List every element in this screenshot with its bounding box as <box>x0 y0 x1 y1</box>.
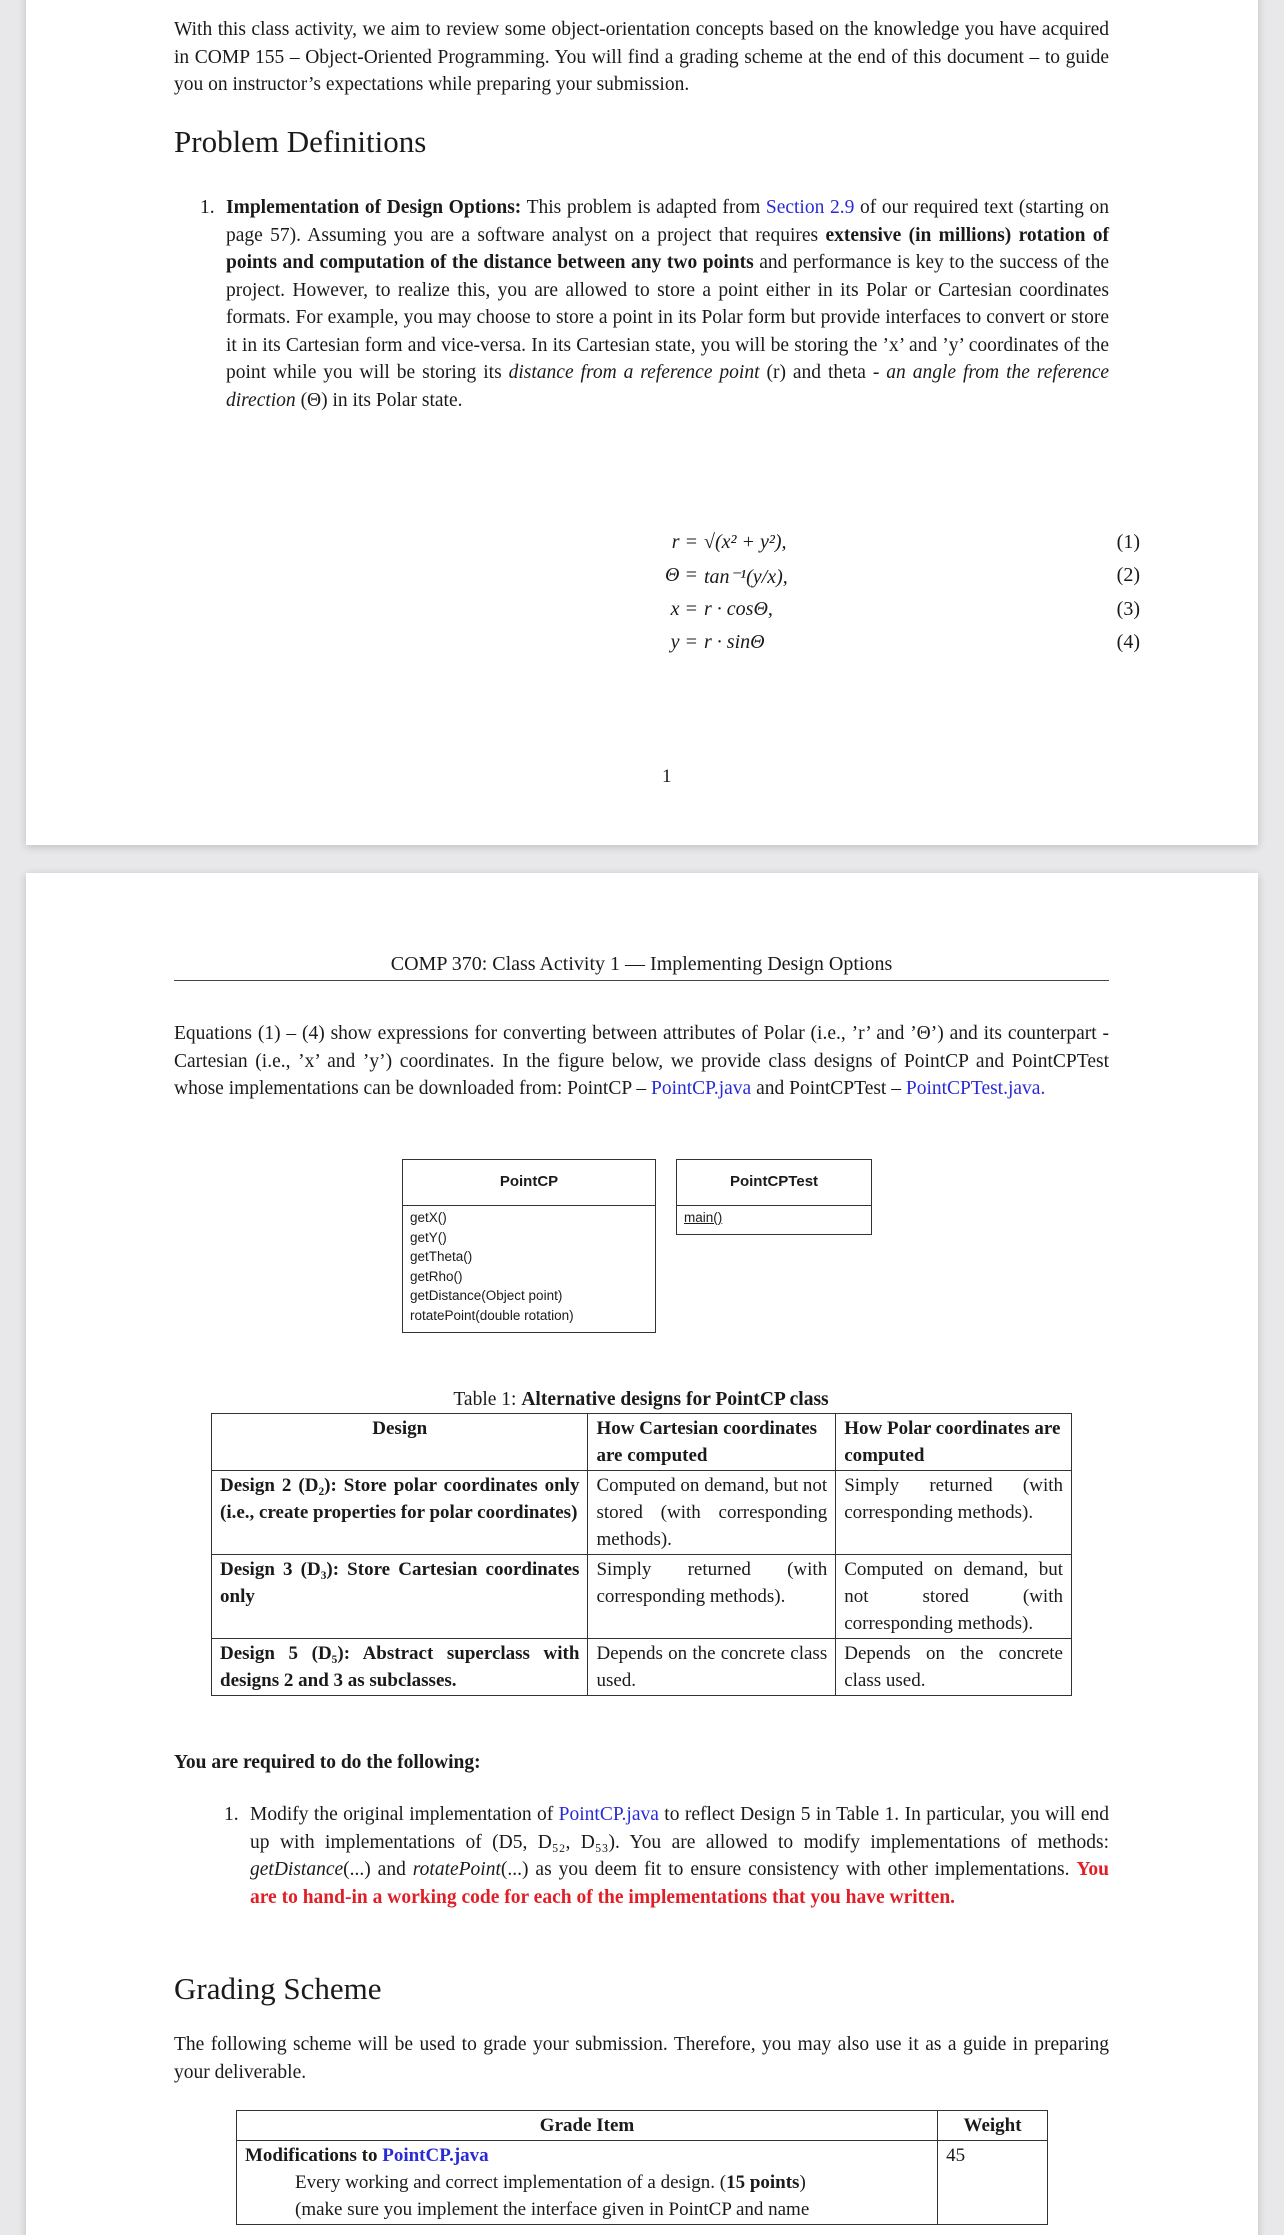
uml-method: getTheta() <box>410 1249 473 1264</box>
page-number: 1 <box>662 766 672 787</box>
document-page-2 <box>26 873 1258 2235</box>
item-bold-text: extensive (in millions) rotation of points and computation of the distance between any two points <box>226 224 1109 273</box>
method-name: getDistance <box>250 1859 344 1880</box>
item-text: (Θ) in its Polar state. <box>295 389 463 411</box>
grade-item-prefix: Modifications to <box>245 2145 383 2166</box>
pointcp-java-link[interactable]: PointCP.java <box>382 2145 489 2166</box>
table-row <box>212 1555 1072 1639</box>
table-cell <box>237 2141 938 2225</box>
equation-4-rhs: r · sinΘ <box>704 631 765 653</box>
uml-method: getX() <box>410 1210 447 1225</box>
equation-2-lhs: Θ = <box>665 564 698 586</box>
item-number: 1. <box>224 1804 239 1825</box>
task-text: (...) as you deem fit to ensure consistency with other implementations. <box>500 1859 1077 1880</box>
pointcp-java-link[interactable]: PointCP.java <box>650 1078 752 1099</box>
uml-method: getY() <box>410 1229 447 1245</box>
equation-4-number: (4) <box>1116 631 1140 653</box>
uml-method: getRho() <box>410 1268 463 1284</box>
uml-method: rotatePoint(double rotation) <box>410 1307 574 1323</box>
para-text: and PointCPTest – <box>751 1078 906 1099</box>
section-title-problem-definitions: Problem Definitions <box>174 124 427 159</box>
equations-paragraph <box>174 1020 1109 1103</box>
pointcptest-java-link[interactable]: PointCPTest.java. <box>905 1078 1046 1099</box>
table-cell: Simply returned (with corresponding methods). <box>836 1471 1072 1555</box>
item-text: (r) and theta - <box>759 362 887 383</box>
uml-class-pointcp <box>402 1159 656 1333</box>
equation-3-rhs: r · cosΘ, <box>704 598 773 620</box>
intro-paragraph: With this class activity, we aim to review some object-orientation concepts based on the knowledge you have acquired in COMP 155 – Object-Oriented Programming. You will find a grading scheme at the end of this document – to guide you on instructor’s expectations while preparing your submission. <box>174 19 1109 95</box>
grade-detail-points: 15 points <box>726 2172 800 2193</box>
uml-method: main() <box>684 1210 723 1225</box>
task-item-1 <box>224 1801 1109 1911</box>
section-link[interactable]: Section 2.9 <box>765 197 855 218</box>
grade-item-detail: (make sure you implement the interface given in PointCP and name <box>295 2199 810 2220</box>
grade-table <box>236 2110 1048 2225</box>
table-header-cell: Design <box>212 1414 588 1471</box>
equation-2-number: (2) <box>1116 564 1140 586</box>
uml-method-list <box>677 1206 871 1230</box>
table-cell: Simply returned (with corresponding methods). <box>588 1555 836 1639</box>
table-cell: Design 3 (D₃): Store Cartesian coordinates only <box>212 1555 588 1639</box>
item-number: 1. <box>200 197 215 218</box>
method-name: rotatePoint <box>412 1859 501 1880</box>
task-text: to reflect Design 5 in Table 1. In particular, you will end up with implementations of (D5, D₅₂, D₅₃). You are allowed to modify implementations of methods: <box>250 1804 1109 1853</box>
equation-3-lhs: x = <box>670 598 698 620</box>
table-cell: Design 2 (D₂): Store polar coordinates only (i.e., create properties for polar coordinates) <box>212 1471 588 1555</box>
table-row <box>212 1639 1072 1696</box>
grade-detail-text: Every working and correct implementation of a design. ( <box>295 2172 727 2193</box>
task-text: Modify the original implementation of <box>250 1804 559 1825</box>
problem-item-1 <box>200 194 1110 414</box>
table-header-cell: Grade Item <box>237 2111 938 2141</box>
equation-4-lhs: y = <box>670 631 698 653</box>
table-header-cell: How Polar coordinates are computed <box>836 1414 1072 1471</box>
table-1-caption <box>176 1389 1106 1411</box>
table-cell: Computed on demand, but not stored (with corresponding methods). <box>836 1555 1072 1639</box>
task-text: (...) and <box>343 1859 413 1880</box>
table-row <box>237 2141 1048 2225</box>
table-cell: 45 <box>938 2141 1048 2225</box>
uml-class-title: PointCPTest <box>677 1160 871 1206</box>
uml-method: getDistance(Object point) <box>410 1288 563 1303</box>
uml-method-list <box>403 1206 655 1327</box>
table-cell: Depends on the concrete class used. <box>836 1639 1072 1696</box>
equation-3-number: (3) <box>1116 598 1140 620</box>
item-text: and performance is key to the success of the project. However, to realize this, you are allowed to store a point either in its Polar or Cartesian coordinates formats. For example, you may choose to store a point in its Polar form but provide interfaces to convert or store it in its Cartesian form and vice-versa. In its Cartesian state, you will be storing the ’x’ and ’y’ coordinates of the point while you will be storing its <box>226 252 1109 383</box>
grade-item-detail <box>245 2169 929 2196</box>
table-cell: Design 5 (D₅): Abstract superclass with designs 2 and 3 as subclasses. <box>212 1639 588 1696</box>
table-header-row <box>212 1414 1072 1471</box>
grade-detail-text: ) <box>799 2172 806 2193</box>
equation-1-number: (1) <box>1116 531 1140 553</box>
equation-2-rhs: tan⁻¹(y/x), <box>704 566 788 588</box>
para-text: Equations (1) – (4) show expressions for converting between attributes of Polar (i.e., ’r’ and ’Θ’) and its counterpart - Cartesian (i.e., ’x’ and ’y’) coordinates. In the figure below, we provide class designs of PointCP and PointCPTest whose implementations can be downloaded from: PointCP – <box>174 1023 1109 1099</box>
uml-class-pointcptest <box>676 1159 872 1235</box>
table-row <box>212 1471 1072 1555</box>
item-text: of our required text (starting on page 57). Assuming you are a software analyst on a project that requires <box>226 197 1110 246</box>
designs-table <box>211 1413 1072 1696</box>
table-header-cell: How Cartesian coordinates are computed <box>588 1414 836 1471</box>
table-header-row <box>237 2111 1048 2141</box>
item-italic-text: an angle from the reference direction <box>226 362 1110 411</box>
caption-prefix: Table 1: <box>453 1389 522 1410</box>
caption-title: Alternative designs for PointCP class <box>521 1389 829 1410</box>
uml-class-title: PointCP <box>403 1160 655 1206</box>
running-header: COMP 370: Class Activity 1 — Implementing Design Options <box>174 953 1109 981</box>
section-title-grading-scheme: Grading Scheme <box>174 1971 382 2006</box>
required-heading: You are required to do the following: <box>174 1752 481 1773</box>
item-text: This problem is adapted from <box>521 197 766 218</box>
equation-1-rhs: √(x² + y²), <box>704 531 787 553</box>
table-header-cell: Weight <box>938 2111 1048 2141</box>
grading-paragraph: The following scheme will be used to grade your submission. Therefore, you may also use it as a guide in preparing your deliverable. <box>174 2034 1109 2083</box>
item-italic-text: distance from a reference point <box>508 362 760 383</box>
grade-item-title <box>245 2142 929 2169</box>
equation-1-lhs: r = <box>671 531 698 553</box>
pointcp-java-link[interactable]: PointCP.java <box>558 1804 659 1825</box>
handin-warning: You are to hand-in a working code for each of the implementations that you have written. <box>250 1859 1109 1908</box>
document-page-1 <box>26 0 1258 845</box>
table-cell: Computed on demand, but not stored (with corresponding methods). <box>588 1471 836 1555</box>
table-cell: Depends on the concrete class used. <box>588 1639 836 1696</box>
item-lead: Implementation of Design Options: <box>226 197 522 218</box>
